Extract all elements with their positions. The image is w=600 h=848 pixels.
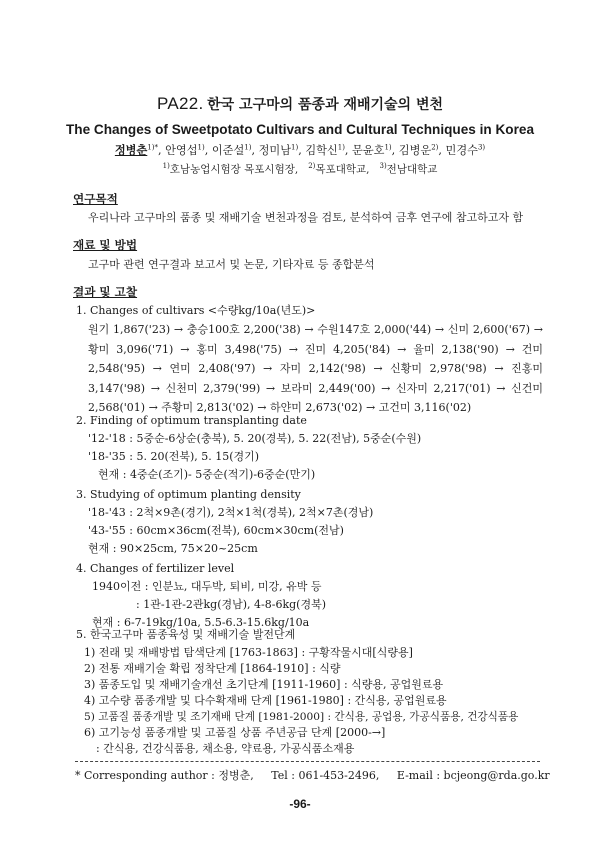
affiliation: 목포대학교	[315, 163, 367, 176]
author-sup: 3)	[477, 143, 486, 152]
density-line: '43-'55 : 60cm×36cm(전북), 60cm×30cm(전남)	[88, 524, 344, 537]
stage-line: 6) 고기능성 품종개발 및 고품질 상품 주년공급 단계 [2000-→]	[84, 726, 386, 739]
korean-title: 한국 고구마의 품종과 재배기술의 변천	[207, 97, 444, 113]
footnote-divider	[75, 761, 540, 762]
density-line: 현재 : 90×25cm, 75×20~25cm	[88, 542, 258, 555]
stage-line: : 간식용, 건강식품용, 채소용, 약료용, 가공식품소재용	[96, 742, 355, 755]
english-title: The Changes of Sweetpotato Cultivars and Cultural Techniques in Korea	[65, 122, 535, 137]
author-sup: 2)	[431, 143, 439, 152]
affiliation: 전남대학교	[386, 163, 438, 176]
purpose-heading: 연구목적	[73, 192, 118, 206]
stage-line: 5) 고품질 품종개발 및 조기재배 단계 [1981-2000] : 간식용, 공업용, 가공식품용, 건강식품용	[84, 711, 519, 723]
author: 민경수	[445, 144, 478, 157]
affiliation: 호남농업시험장 목포시험장	[169, 163, 295, 176]
stages-title: 5. 한국고구마 품종육성 및 재배기술 발전단계	[76, 628, 296, 641]
author: 이준설	[211, 144, 245, 157]
materials-text: 고구마 관련 연구결과 보고서 및 논문, 기타자료 등 종합분석	[88, 258, 375, 271]
affiliation-sup: 3)	[379, 162, 387, 170]
results-heading: 결과 및 고찰	[73, 285, 138, 299]
author: 정미남	[258, 144, 291, 157]
author: 안영섭	[165, 144, 198, 157]
author-sup: 1)	[291, 143, 299, 152]
density-line: '18-'43 : 2척×9촌(경기), 2척×1척(경북), 2척×7촌(경남)	[88, 506, 374, 519]
corresponding-author	[75, 769, 550, 784]
author-list: 정병춘$^{1)*}$, 안영섭$^{1)}$, 이준설$^{1)}$, 정미남$^{1)}$, 김학신$^{1)}$, 문윤호$^{1)}$, 김병운$^{2)}$, 민경수$^{3)}$	[114, 143, 486, 157]
lead-author-sup: 1)*	[147, 143, 158, 152]
fertilizer-line: 1940이전 : 인분뇨, 대두박, 퇴비, 미강, 유박 등	[92, 580, 322, 593]
stage-line: 1) 전래 및 재배방법 탐색단계 [1763-1863] : 구황작물시대[식량용]	[84, 646, 413, 659]
page-number: -96-	[289, 797, 311, 811]
author: 김병운	[398, 144, 432, 157]
cultivars-title: 1. Changes of cultivars <수량kg/10a(년도)>	[76, 304, 316, 317]
transplanting-title: 2. Finding of optimum transplanting date	[76, 414, 307, 427]
stage-line: 3) 품종도입 및 재배기술개선 초기단계 [1911-1960] : 식량용, 공업원료용	[84, 678, 444, 691]
email: E-mail : bcjeong@rda.go.kr	[396, 769, 550, 782]
materials-heading: 재료 및 방법	[73, 238, 138, 252]
transplanting-line: '18-'35 : 5. 20(전북), 5. 15(경기)	[88, 450, 260, 463]
transplanting-line: '12-'18 : 5중순-6상순(충북), 5. 20(경북), 5. 22(전남), 5중순(수원)	[88, 432, 422, 445]
author: 문윤호	[352, 144, 385, 157]
affiliations: $^{1)}$호남농업시험장 목포시험장, $^{2)}$목포대학교, $^{3)}$전남대학교	[162, 162, 438, 176]
fertilizer-line: 현재 : 6-7-19kg/10a, 5.5-6.3-15.6kg/10a	[92, 616, 310, 629]
fertilizer-line: : 1관-1관-2관kg(경남), 4-8-6kg(경북)	[136, 598, 327, 611]
author-sup: 1)	[337, 143, 345, 152]
transplanting-line: 현재 : 4중순(조기)- 5중순(적기)-6중순(만기)	[98, 468, 316, 481]
corresponding-label: * Corresponding author : 정병춘,	[75, 769, 254, 782]
cultivars-text: 원기 1,867('23) → 충승100호 2,200('38) → 수원147호 2,000('44) → 신미 2,600('67) → 황미 3,096('71) → 홍미 3,498('75) → 진미 4,205('84) → 율미 2,138('90) → 건미 2,548('95) → 연미 2,408('97) → 자미 2,142('98) → 신황미 2,978('98) → 진홍미 3,147('98) → 신천미 2,379('99) → 보라미 2,449('00) → 신자미 2,217('01) → 신건미 2,568('01) → 주황미 2,813('02) → 하얀미 2,673('02) → 고건미 3,116('02)	[88, 323, 543, 415]
density-title: 3. Studying of optimum planting density	[76, 488, 301, 501]
author-sup: 1)	[384, 143, 392, 152]
author-sup: 1)	[244, 143, 252, 152]
affiliation-sup: 1)	[162, 162, 170, 170]
purpose-text: 우리나라 고구마의 품종 및 재배기술 변천과정을 검토, 분석하여 금후 연구에 참고하고자 함	[88, 211, 524, 224]
paper-title	[0, 93, 600, 116]
author: 김학신	[305, 144, 338, 157]
telephone: Tel : 061-453-2496,	[271, 769, 380, 782]
affiliation-sup: 2)	[308, 162, 316, 170]
abstract-code: PA22.	[156, 94, 204, 113]
lead-author: 정병춘	[114, 143, 148, 157]
stage-line: 4) 고수량 품종개발 및 다수확재배 단계 [1961-1980] : 간식용, 공업원료용	[84, 694, 447, 707]
stage-line: 2) 전통 재배기술 확립 정착단계 [1864-1910] : 식량	[84, 662, 341, 675]
fertilizer-title: 4. Changes of fertilizer level	[76, 562, 235, 575]
author-sup: 1)	[197, 143, 205, 152]
